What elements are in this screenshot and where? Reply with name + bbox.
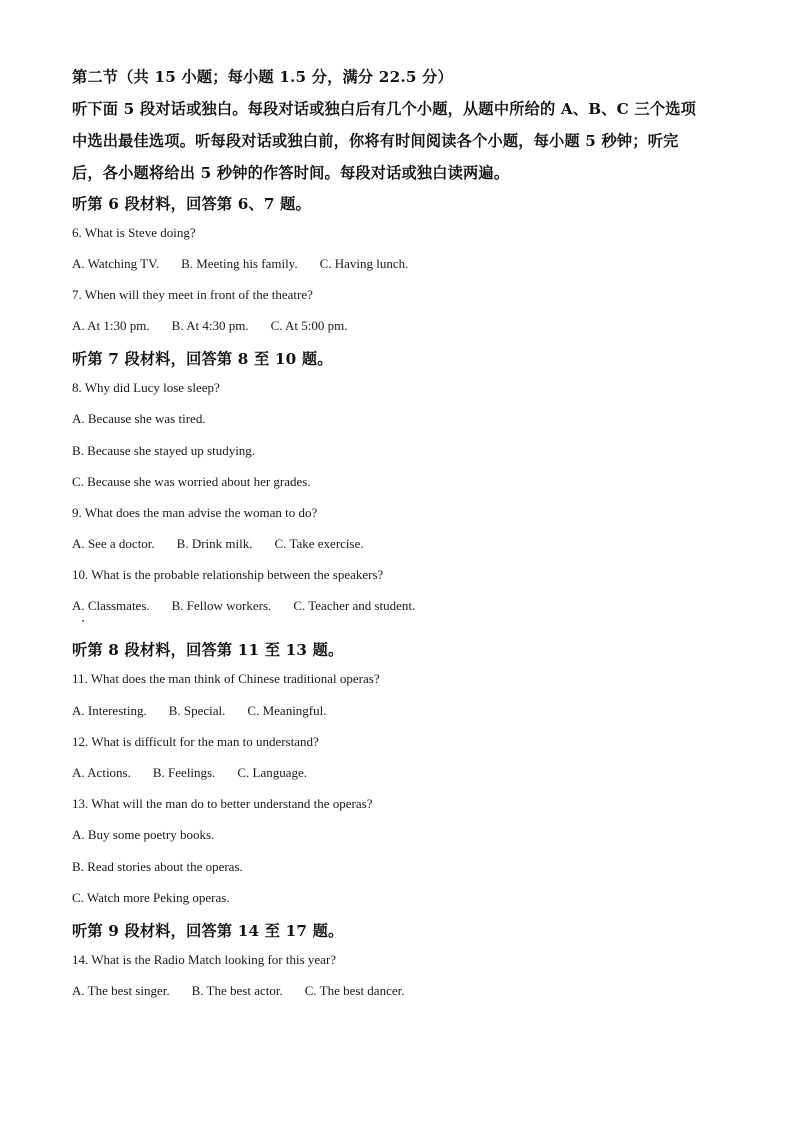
option-14a: A. The best singer. xyxy=(72,983,170,998)
question-9: 9. What does the man advise the woman to do? xyxy=(72,505,318,520)
option-13c: C. Watch more Peking operas. xyxy=(72,890,230,905)
instructions-line-2: 中选出最佳选项。听每段对话或独白前，你将有时间阅读各个小题，每小题 5 秒钟；听完 xyxy=(72,132,679,150)
option-14c: C. The best dancer. xyxy=(304,983,405,998)
question-8: 8. Why did Lucy lose sleep? xyxy=(72,380,220,395)
option-12b: B. Feelings. xyxy=(152,765,216,780)
question-6: 6. What is Steve doing? xyxy=(72,225,196,240)
options-11 xyxy=(72,703,327,719)
option-8b: B. Because she stayed up studying. xyxy=(72,443,256,458)
instructions-line-3: 后，各小题将给出 5 秒钟的作答时间。每段对话或独白读两遍。 xyxy=(72,164,510,182)
option-10a: A. Classmates. xyxy=(72,598,150,613)
question-13: 13. What will the man do to better understand the operas? xyxy=(72,796,373,811)
option-9a: A. See a doctor. xyxy=(72,536,155,551)
instructions-line-1: 听下面 5 段对话或独白。每段对话或独白后有几个小题，从题中所给的 A、B、C 三个选项 xyxy=(72,100,696,118)
options-9 xyxy=(72,536,364,552)
option-7a: A. At 1:30 pm. xyxy=(72,318,150,333)
question-14: 14. What is the Radio Match looking for this year? xyxy=(72,952,337,967)
group-title-6: 听第 6 段材料，回答第 6、7 题。 xyxy=(72,195,311,213)
option-12c: C. Language. xyxy=(237,765,308,780)
option-11a: A. Interesting. xyxy=(72,703,147,718)
group-title-8: 听第 8 段材料，回答第 11 至 13 题。 xyxy=(72,641,344,659)
option-8a: A. Because she was tired. xyxy=(72,411,206,426)
question-12: 12. What is difficult for the man to understand? xyxy=(72,734,319,749)
question-10: 10. What is the probable relationship between the speakers? xyxy=(72,567,384,582)
option-11b: B. Special. xyxy=(168,703,226,718)
options-12 xyxy=(72,765,307,781)
option-6a: A. Watching TV. xyxy=(72,256,160,271)
option-7b: B. At 4:30 pm. xyxy=(171,318,249,333)
option-12a: A. Actions. xyxy=(72,765,131,780)
option-7c: C. At 5:00 pm. xyxy=(270,318,348,333)
option-13b: B. Read stories about the operas. xyxy=(72,859,243,874)
group-title-7: 听第 7 段材料，回答第 8 至 10 题。 xyxy=(72,350,333,368)
option-11c: C. Meaningful. xyxy=(247,703,327,718)
option-10c: C. Teacher and student. xyxy=(293,598,416,613)
group-title-9: 听第 9 段材料，回答第 14 至 17 题。 xyxy=(72,922,344,940)
options-10 xyxy=(72,598,415,614)
option-9c: C. Take exercise. xyxy=(274,536,364,551)
option-9b: B. Drink milk. xyxy=(176,536,253,551)
option-10b: B. Fellow workers. xyxy=(171,598,272,613)
option-13a: A. Buy some poetry books. xyxy=(72,827,215,842)
options-6 xyxy=(72,256,408,272)
option-6c: C. Having lunch. xyxy=(319,256,409,271)
question-7: 7. When will they meet in front of the theatre? xyxy=(72,287,313,302)
stray-mark xyxy=(82,620,84,622)
options-7 xyxy=(72,318,348,334)
option-6b: B. Meeting his family. xyxy=(181,256,298,271)
question-11: 11. What does the man think of Chinese traditional operas? xyxy=(72,671,380,686)
option-14b: B. The best actor. xyxy=(191,983,283,998)
section-heading: 第二节（共 15 小题；每小题 1.5 分，满分 22.5 分） xyxy=(72,68,453,86)
option-8c: C. Because she was worried about her grades. xyxy=(72,474,311,489)
options-14 xyxy=(72,983,404,999)
